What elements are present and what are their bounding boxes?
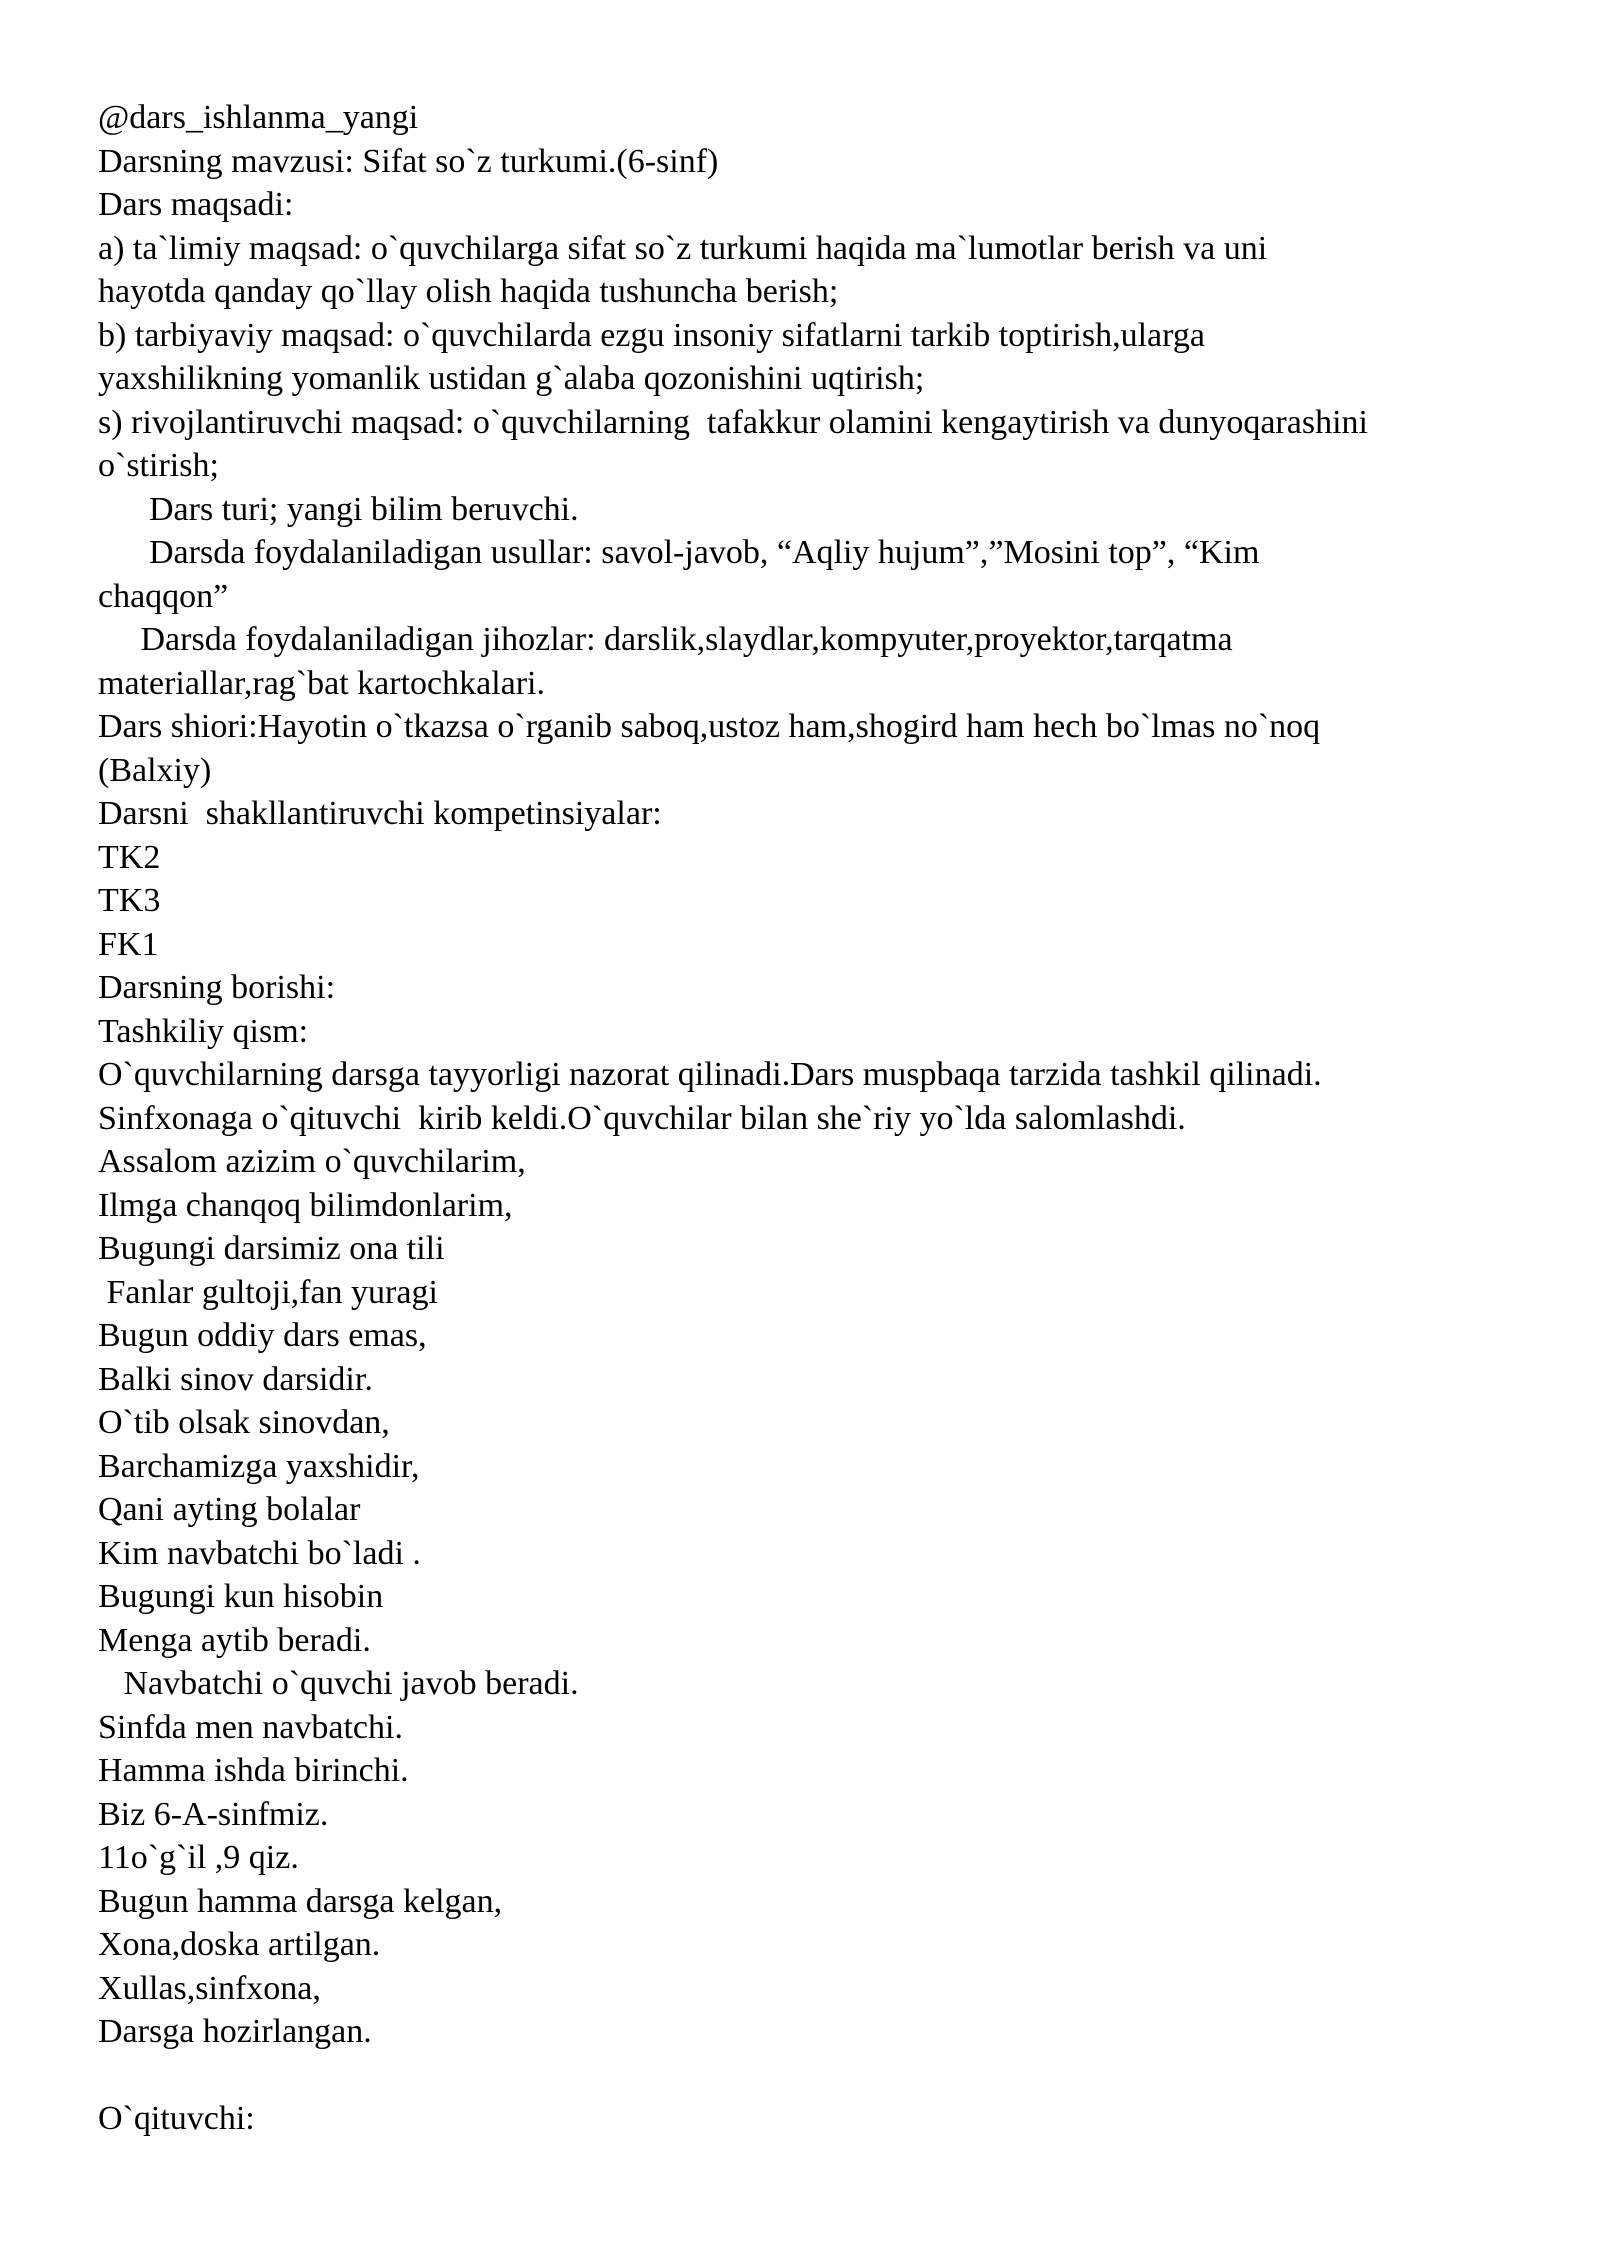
text-line: Darsga hozirlangan. <box>98 2013 372 2050</box>
text-line: Darsda foydalaniladigan usullar: savol-javob, “Aqliy hujum”,”Mosini top”, “Kim <box>98 534 1260 571</box>
text-line: Tashkiliy qism: <box>98 1012 309 1050</box>
text-line: Hamma ishda birinchi. <box>98 1752 409 1789</box>
text-line: Biz 6-A-sinfmiz. <box>98 1795 329 1833</box>
text-line: 11o`g`il ,9 qiz. <box>98 1839 299 1876</box>
text-line: Menga aytib beradi. <box>98 1621 371 1659</box>
text-line: Dars shiori:Hayotin o`tkazsa o`rganib saboq,ustoz ham,shogird ham hech bo`lmas no`noq <box>98 708 1321 745</box>
text-line: chaqqon” <box>98 577 229 615</box>
text-line: Barchamizga yaxshidir, <box>98 1447 420 1485</box>
text-line: Bugun oddiy dars emas, <box>98 1317 427 1354</box>
text-line: Xona,doska artilgan. <box>98 1926 381 1963</box>
text-line: a) ta`limiy maqsad: o`quvchilarga sifat so`z turkumi haqida ma`lumotlar berish va uni <box>98 229 1268 267</box>
text-line: Kim navbatchi bo`ladi . <box>98 1534 421 1572</box>
text-line: Bugungi kun hisobin <box>98 1578 384 1615</box>
text-line: Dars maqsadi: <box>98 186 294 223</box>
text-line: Navbatchi o`quvchi javob beradi. <box>98 1665 579 1702</box>
text-line: o`stirish; <box>98 447 219 484</box>
text-line: Darsni shakllantiruvchi kompetinsiyalar: <box>98 795 662 832</box>
text-line: O`quvchilarning darsga tayyorligi nazorat qilinadi.Dars muspbaqa tarzida tashkil qilinadi. <box>98 1056 1322 1093</box>
text-line: Assalom azizim o`quvchilarim, <box>98 1143 526 1180</box>
text-line: Bugun hamma darsga kelgan, <box>98 1882 503 1920</box>
text-line: materiallar,rag`bat kartochkalari. <box>98 664 545 702</box>
text-line: TK3 <box>98 882 161 919</box>
text-line: Balki sinov darsidir. <box>98 1360 373 1398</box>
text-line: (Balxiy) <box>98 751 212 789</box>
text-line: @dars_ishlanma_yangi <box>98 99 419 136</box>
text-line: Qani ayting bolalar <box>98 1491 361 1528</box>
text-line: b) tarbiyaviy maqsad: o`quvchilarda ezgu insoniy sifatlarni tarkib toptirish,ularga <box>98 316 1205 354</box>
document-body <box>98 96 1500 2054</box>
text-line: FK1 <box>98 925 159 963</box>
text-line: Dars turi; yangi bilim beruvchi. <box>98 490 579 528</box>
text-line: s) rivojlantiruvchi maqsad: o`quvchilarning tafakkur olamini kengaytirish va dunyoqarashini <box>98 403 1368 441</box>
text-line: Sinfxonaga o`qituvchi kirib keldi.O`quvchilar bilan she`riy yo`lda salomlashdi. <box>98 1099 1186 1137</box>
text-line: yaxshilikning yomanlik ustidan g`alaba qozonishini uqtirish; <box>98 360 925 397</box>
text-line: Sinfda men navbatchi. <box>98 1708 403 1746</box>
text-line: Ilmga chanqoq bilimdonlarim, <box>98 1186 513 1224</box>
text-line: Darsning mavzusi: Sifat so`z turkumi.(6-sinf) <box>98 142 719 180</box>
text-line: hayotda qanday qo`llay olish haqida tushuncha berish; <box>98 273 839 310</box>
text-line: Xullas,sinfxona, <box>98 1969 321 2007</box>
closing-line: O`qituvchi: <box>98 2100 255 2137</box>
text-line: Bugungi darsimiz ona tili <box>98 1230 445 1267</box>
text-line: Darsning borishi: <box>98 969 336 1006</box>
text-line: O`tib olsak sinovdan, <box>98 1404 390 1441</box>
text-line: Fanlar gultoji,fan yuragi <box>98 1273 438 1311</box>
text-line: TK2 <box>98 838 161 876</box>
blank-line <box>98 2054 1500 2098</box>
text-line: Darsda foydalaniladigan jihozlar: darslik,slaydlar,kompyuter,proyektor,tarqatma <box>98 621 1233 658</box>
